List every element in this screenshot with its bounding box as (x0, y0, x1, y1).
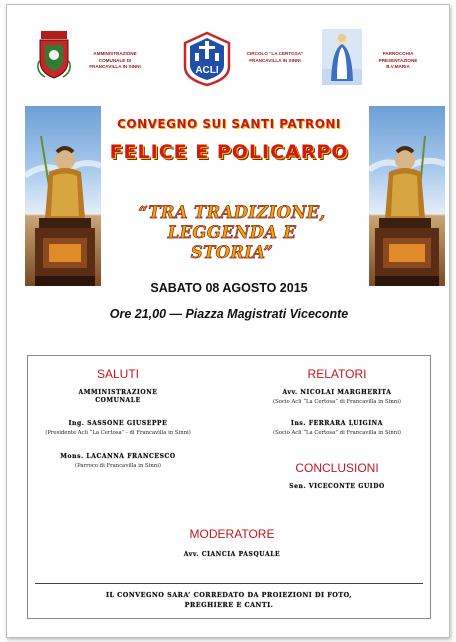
saluti-role: (Presidente Acli “La Certosa” - di Francavilla in Sinni) (45, 430, 191, 436)
saint-felice-icon (25, 106, 101, 286)
coat-of-arms-icon (37, 31, 71, 79)
header-logos (7, 29, 449, 91)
event-date: SABATO 08 AGOSTO 2015 (150, 281, 308, 295)
poster-page (6, 4, 450, 638)
svg-text:ACLI: ACLI (195, 65, 219, 76)
relatore-role: (Socio Acli “La Certosa” di Francavilla in Sinni) (273, 430, 401, 436)
relatore-name: Avv. NICOLAI MARGHERITA (282, 389, 392, 396)
saluti-name: AMMINISTRAZIONE (78, 389, 158, 396)
saluti-role: (Parroco di Francavilla in Sinni) (75, 463, 161, 469)
saint-statue-right-image (369, 106, 445, 286)
circolo-label: CIRCOLO “LA CERTOSA” FRANCAVILLA IN SINNI (246, 51, 304, 63)
moderatore-name: Avv. CIANCIA PASQUALE (183, 551, 281, 558)
saint-statue-left-image (25, 106, 101, 286)
saint-policarpo-icon (369, 106, 445, 286)
saluti-name-line2: COMUNALE (95, 397, 141, 404)
theme-quote: “TRA TRADIZIONE, LEGGENDA E STORIA” (138, 203, 326, 262)
amministrazione-label: AMMINISTRAZIONE COMUNALE DI FRANCAVILLA IN SINNI (89, 51, 141, 69)
convegno-subtitle: CONVEGNO SUI SANTI PATRONI (117, 117, 341, 131)
saluti-heading: SALUTI (96, 367, 139, 381)
event-time-place: Ore 21,00 — Piazza Magistrati Viceconte (109, 307, 349, 321)
parrocchia-label: PARROCCHIA PRESENTAZIONE B.V.MARIA (378, 51, 418, 69)
moderatore-heading: MODERATORE (189, 527, 275, 541)
madonna-image-icon (322, 29, 362, 85)
conclusioni-name: Sen. VICECONTE GUIDO (289, 483, 385, 490)
relatore-name: Ins. FERRARA LUIGINA (291, 420, 383, 427)
saluti-name: Ing. SASSONE GIUSEPPE (68, 420, 168, 427)
relatori-heading: RELATORI (307, 367, 367, 381)
closing-note: IL CONVEGNO SARA’ CORREDATO DA PROIEZIONI DI FOTO, PREGHIERE E CANTI. (35, 583, 423, 610)
saluti-name: Mons. LACANNA FRANCESCO (60, 453, 176, 460)
conclusioni-heading: CONCLUSIONI (295, 461, 379, 475)
relatore-role: (Socio Acli “La Certosa” di Francavilla in Sinni) (273, 399, 401, 405)
main-title: FELICE E POLICARPO (109, 141, 349, 163)
acli-logo-icon (183, 31, 231, 87)
